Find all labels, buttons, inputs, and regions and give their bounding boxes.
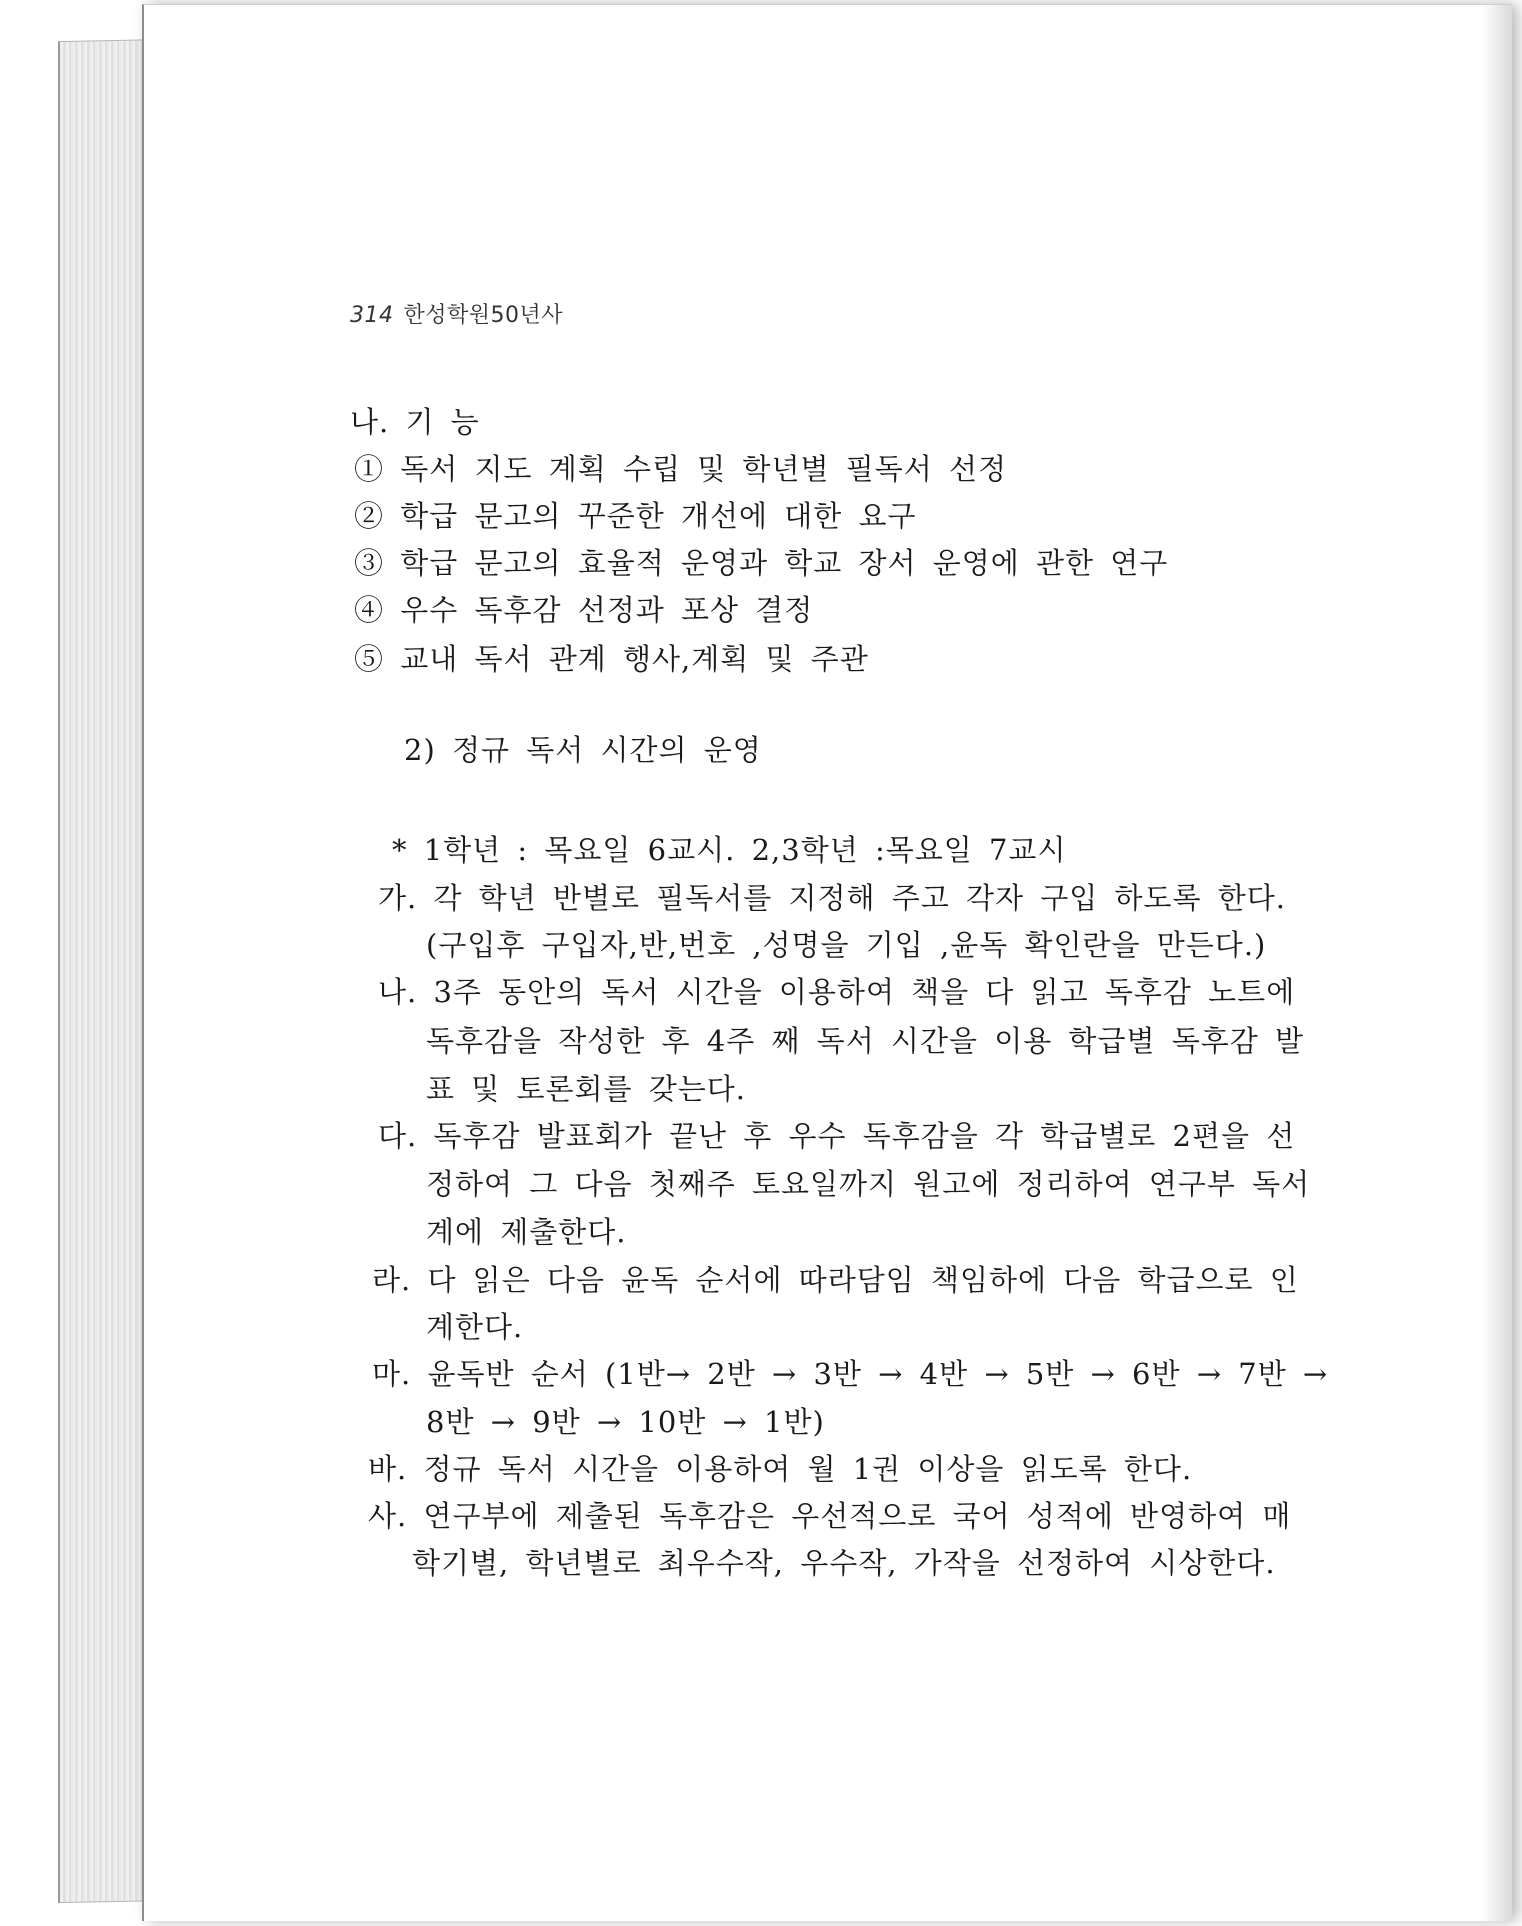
rule-line-2: (구입후 구입자,반,번호 ,성명을 기입 ,윤독 확인란을 만든다.) [426,928,1267,962]
rule-line-5: 표 및 토론회를 갖는다. [426,1072,746,1106]
page-number: 314 [350,303,394,328]
schedule-note: * 1학년 : 목요일 6교시. 2,3학년 :목요일 7교시 [392,833,1067,867]
rule-line-9: 라. 다 읽은 다음 윤독 순서에 따라담임 책임하에 다음 학급으로 인 [372,1263,1299,1297]
function-item-4: ④ 우수 독후감 선정과 포상 결정 [354,593,814,627]
function-item-3: ③ 학급 문고의 효율적 운영과 학교 장서 운영에 관한 연구 [354,546,1169,580]
section-heading: 나. 기 능 [350,405,480,439]
rule-line-10: 계한다. [426,1310,524,1344]
function-item-5: ⑤ 교내 독서 관계 행사,계획 및 주관 [354,642,869,676]
rule-line-15: 학기별, 학년별로 최우수작, 우수작, 가작을 선정하여 시상한다. [412,1546,1276,1580]
rule-line-6: 다. 독후감 발표회가 끝난 후 우수 독후감을 각 학급별로 2편을 선 [378,1119,1296,1153]
rule-line-13: 바. 정규 독서 시간을 이용하여 월 1권 이상을 읽도록 한다. [368,1452,1193,1486]
rule-line-11: 마. 윤독반 순서 (1반→ 2반 → 3반 → 4반 → 5반 → 6반 → 7반 → [372,1357,1329,1391]
rule-line-8: 계에 제출한다. [426,1215,627,1249]
rule-line-4: 독후감을 작성한 후 4주 째 독서 시간을 이용 학급별 독후감 발 [426,1024,1304,1058]
subsection-heading: 2) 정규 독서 시간의 운영 [404,733,762,767]
rule-line-3: 나. 3주 동안의 독서 시간을 이용하여 책을 다 읽고 독후감 노트에 [378,975,1296,1009]
rule-line-7: 정하여 그 다음 첫째주 토요일까지 원고에 정리하여 연구부 독서 [426,1167,1311,1201]
running-head [350,298,563,329]
function-item-2: ② 학급 문고의 꾸준한 개선에 대한 요구 [354,499,917,533]
rule-line-1: 가. 각 학년 반별로 필독서를 지정해 주고 각자 구입 하도록 한다. [378,881,1286,915]
rule-line-14: 사. 연구부에 제출된 독후감은 우선적으로 국어 성적에 반영하여 매 [368,1499,1292,1533]
rule-line-12: 8반 → 9반 → 10반 → 1반) [426,1405,825,1439]
book-title: 한성학원50년사 [403,303,564,328]
function-item-1: ① 독서 지도 계획 수립 및 학년별 필독서 선정 [354,452,1007,486]
page-edge-shadow [1482,5,1512,1921]
